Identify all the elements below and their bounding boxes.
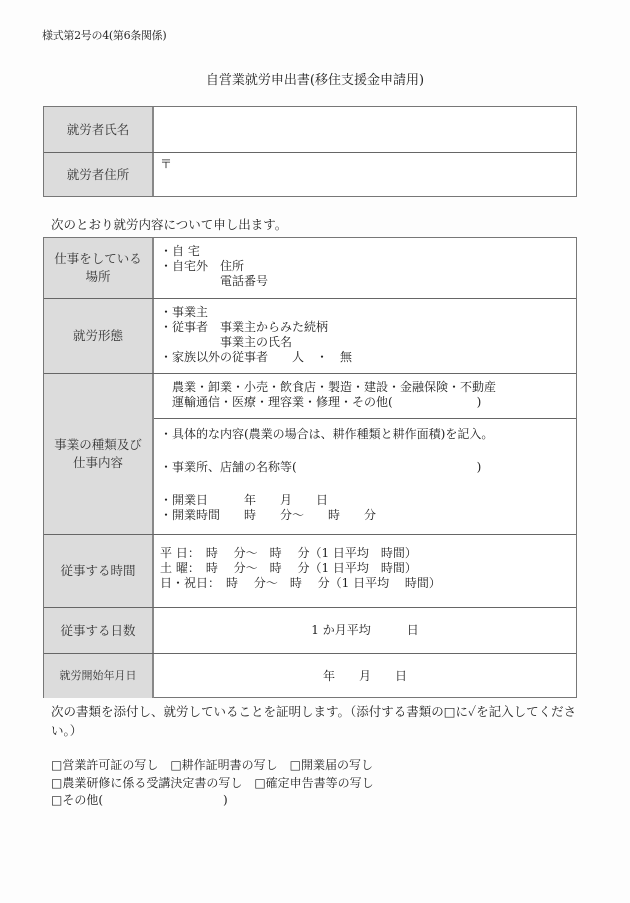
business-label — [44, 374, 154, 534]
intro-text: 次のとおり就労内容について申し出ます。 — [51, 217, 288, 232]
open-date-line[interactable]: ・開業日 年 月 日 — [160, 493, 329, 507]
working-days-field[interactable] — [154, 608, 576, 653]
working-days-row — [44, 607, 576, 653]
address-label: 就労者住所 — [44, 153, 154, 196]
postal-mark: 〒 — [160, 157, 173, 171]
category-line-1[interactable]: 農業・卸業・小売・飲食店・製造・建設・金融保険・不動産 — [172, 380, 497, 394]
address-field[interactable] — [154, 153, 576, 196]
workplace-home-option[interactable]: ・自 宅 — [160, 244, 200, 258]
business-field — [154, 374, 576, 534]
working-hours-row — [44, 534, 576, 607]
holiday-hours-line[interactable]: 日・祝日： 時 分～ 時 分（1 日平均 時間） — [160, 576, 441, 590]
address-row — [44, 152, 576, 196]
saturday-hours-line[interactable]: 土 曜： 時 分～ 時 分（1 日平均 時間） — [160, 561, 417, 575]
work-details-table — [43, 237, 577, 698]
employment-type-row — [44, 298, 576, 373]
start-date-label: 就労開始年月日 — [44, 654, 154, 698]
form-id: 様式第2号の4(第6条関係) — [42, 29, 167, 42]
applicant-table — [43, 106, 577, 197]
start-date-row — [44, 653, 576, 698]
working-days-label: 従事する日数 — [44, 608, 154, 653]
office-name-line[interactable]: ・事業所、店舗の名称等( ) — [160, 460, 482, 474]
owner-option[interactable]: ・事業主 — [160, 305, 209, 319]
workplace-away-option[interactable]: ・自宅外 住所 — [160, 259, 245, 273]
working-hours-label: 従事する時間 — [44, 535, 154, 607]
working-days-value: 1 か月平均 日 — [311, 623, 419, 637]
employment-type-field[interactable] — [154, 299, 576, 373]
attachment-instruction: 次の書類を添付し、就労していることを証明します。（添付する書類の□に✓を記入してください。） — [51, 704, 577, 738]
workplace-row — [44, 238, 576, 298]
business-row — [44, 373, 576, 534]
attachment-checklist — [51, 757, 374, 810]
working-hours-field[interactable] — [154, 535, 576, 607]
name-label: 就労者氏名 — [44, 107, 154, 152]
name-field[interactable] — [154, 107, 576, 152]
business-category-options[interactable] — [154, 374, 576, 419]
start-date-value: 年 月 日 — [322, 668, 407, 683]
attachment-checkbox-line-3[interactable]: □その他( ) — [51, 793, 228, 807]
attachment-checkbox-line-1[interactable]: □営業許可証の写し □耕作証明書の写し □開業届の写し — [51, 758, 374, 772]
business-details[interactable] — [154, 419, 576, 534]
non-family-workers-line[interactable]: ・家族以外の従事者 人 ・ 無 — [160, 350, 353, 364]
weekday-hours-line[interactable]: 平 日： 時 分～ 時 分（1 日平均 時間） — [160, 546, 417, 560]
business-detail-line: ・具体的な内容(農業の場合は、耕作種類と耕作面積)を記入。 — [160, 427, 494, 441]
page-title: 自営業就労申出書(移住支援金申請用) — [205, 73, 425, 88]
workplace-label-line2: 場所 — [85, 269, 111, 284]
worker-option[interactable]: ・従事者 事業主からみた続柄 — [160, 320, 329, 334]
name-row — [44, 107, 576, 152]
business-label-line1: 事業の種類及び — [54, 437, 142, 452]
owner-name-line: 事業主の氏名 — [160, 335, 293, 349]
workplace-field[interactable] — [154, 238, 576, 298]
employment-type-label: 就労形態 — [44, 299, 154, 373]
attachment-checkbox-line-2[interactable]: □農業研修に係る受講決定書の写し □確定申告書等の写し — [51, 775, 374, 790]
workplace-phone-line: 電話番号 — [160, 274, 269, 288]
start-date-field[interactable] — [154, 654, 576, 698]
category-line-2[interactable]: 運輸通信・医療・理容業・修理・その他( ) — [172, 395, 482, 409]
workplace-label — [44, 238, 154, 298]
open-hours-line[interactable]: ・開業時間 時 分～ 時 分 — [160, 508, 377, 522]
business-label-line2: 仕事内容 — [72, 455, 123, 470]
workplace-label-line1: 仕事をしている — [54, 251, 142, 266]
